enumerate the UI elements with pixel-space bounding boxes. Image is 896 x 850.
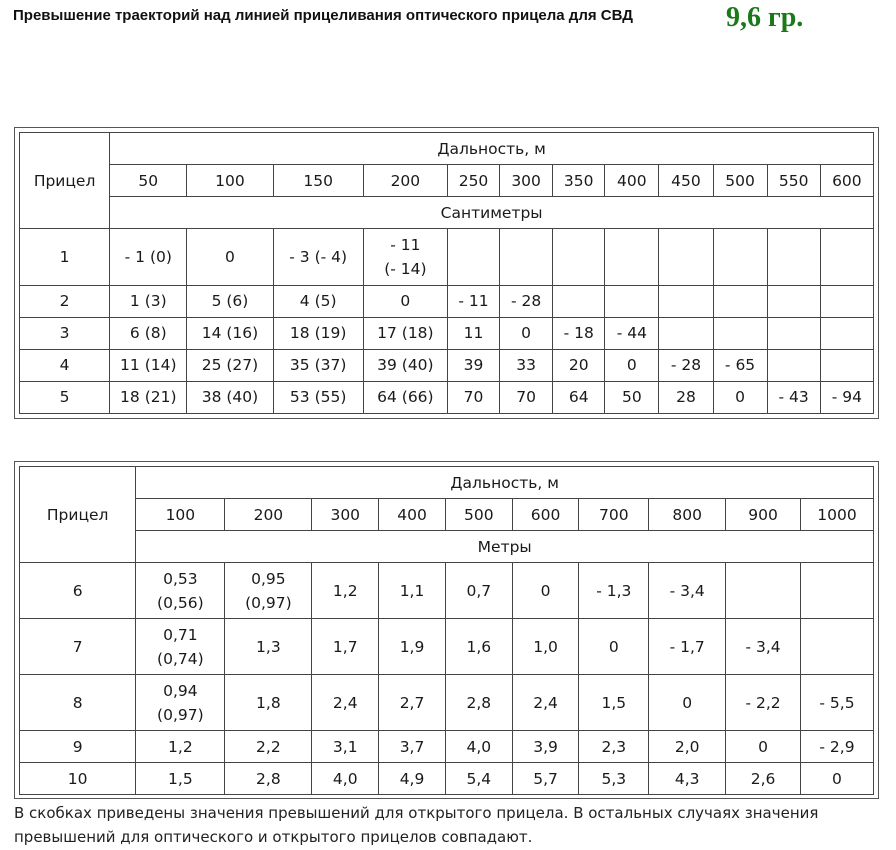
sight-number: 1 [20, 229, 110, 285]
value-cell: 1,7 [312, 619, 379, 675]
value-cell: - 1,7 [649, 619, 726, 675]
value-cell: 39 (40) [363, 349, 447, 381]
distance-cell: 350 [553, 165, 605, 197]
distance-cell: 400 [605, 165, 659, 197]
value-cell [767, 317, 820, 349]
table-row [20, 229, 874, 285]
value-cell: 5,3 [579, 763, 649, 795]
distance-cell: 400 [379, 499, 446, 531]
value-cell: 50 [605, 381, 659, 413]
distance-cell: 550 [767, 165, 820, 197]
value-cell: 20 [553, 349, 605, 381]
value-cell [820, 317, 873, 349]
value-cell [800, 563, 873, 619]
value-cell [500, 229, 553, 285]
value-cell: 0 [579, 619, 649, 675]
distance-cell: 1000 [800, 499, 873, 531]
table-row [20, 619, 874, 675]
table-row [20, 731, 874, 763]
value-cell: 70 [447, 381, 499, 413]
distance-cell: 250 [447, 165, 499, 197]
value-cell: 5 (6) [187, 285, 273, 317]
value-cell [363, 229, 447, 285]
sight-number: 6 [20, 563, 136, 619]
value-cell: 2,2 [225, 731, 312, 763]
value-cell [553, 229, 605, 285]
value-cell: 1,3 [225, 619, 312, 675]
table-row [20, 381, 874, 413]
trajectory-table-m [19, 466, 874, 795]
value-cell [136, 563, 225, 619]
value-cell: 35 (37) [273, 349, 363, 381]
value-cell: 0 [512, 563, 579, 619]
value-cell: 1,5 [136, 763, 225, 795]
header-row [20, 133, 874, 165]
value-cell: - 3 (- 4) [273, 229, 363, 285]
value-cell: 18 (21) [110, 381, 187, 413]
unit-row [20, 197, 874, 229]
value-cell: 0 [800, 763, 873, 795]
value-cell [659, 317, 713, 349]
value-cell [605, 229, 659, 285]
value-cell: 0 [187, 229, 273, 285]
header-row [20, 467, 874, 499]
value-cell: 64 [553, 381, 605, 413]
sight-header: Прицел [20, 467, 136, 563]
value-cell [713, 285, 767, 317]
sight-number: 9 [20, 731, 136, 763]
value-cell: 3,7 [379, 731, 446, 763]
value-cell [136, 619, 225, 675]
value-cell: 5,4 [445, 763, 512, 795]
distance-cell: 300 [312, 499, 379, 531]
distance-cell: 200 [363, 165, 447, 197]
value-cell [713, 317, 767, 349]
distance-cell: 300 [500, 165, 553, 197]
value-cell: 0 [726, 731, 801, 763]
table-row [20, 763, 874, 795]
value-cell: 2,8 [445, 675, 512, 731]
value-cell: - 3,4 [649, 563, 726, 619]
page-title: Превышение траекторий над линией прицеливания оптического прицела для СВД [13, 7, 633, 24]
sight-number: 10 [20, 763, 136, 795]
footnote: В скобках приведены значения превышений для открытого прицела. В остальных случаях значения превышений для оптического и открытого прицелов совпадают. [14, 804, 819, 846]
value-cell [820, 349, 873, 381]
value-cell: 70 [500, 381, 553, 413]
value-cell: 39 [447, 349, 499, 381]
value-line: 0,95 [251, 569, 286, 588]
value-cell: 2,7 [379, 675, 446, 731]
value-cell: 2,0 [649, 731, 726, 763]
value-cell: 4,3 [649, 763, 726, 795]
value-cell [800, 619, 873, 675]
value-line: (- 14) [384, 259, 427, 278]
value-cell: 1,1 [379, 563, 446, 619]
distance-cell: 600 [820, 165, 873, 197]
value-cell: - 18 [553, 317, 605, 349]
sight-number: 4 [20, 349, 110, 381]
distance-cell: 600 [512, 499, 579, 531]
value-cell [767, 285, 820, 317]
unit-row [20, 531, 874, 563]
value-cell: 38 (40) [187, 381, 273, 413]
unit-header: Сантиметры [110, 197, 874, 229]
value-cell: - 65 [713, 349, 767, 381]
value-cell [659, 285, 713, 317]
value-cell: - 44 [605, 317, 659, 349]
value-cell: 3,1 [312, 731, 379, 763]
value-cell: - 28 [500, 285, 553, 317]
value-cell [136, 675, 225, 731]
trajectory-table-cm-frame [14, 127, 879, 419]
sight-number: 2 [20, 285, 110, 317]
value-cell: 1,5 [579, 675, 649, 731]
distance-cell: 150 [273, 165, 363, 197]
value-cell: 1,0 [512, 619, 579, 675]
range-header: Дальность, м [136, 467, 874, 499]
table-row [20, 349, 874, 381]
value-cell: 5,7 [512, 763, 579, 795]
value-cell [659, 229, 713, 285]
sight-number: 3 [20, 317, 110, 349]
sight-number: 5 [20, 381, 110, 413]
value-cell: - 11 [447, 285, 499, 317]
value-cell: 11 [447, 317, 499, 349]
value-line: (0,97) [245, 593, 292, 612]
value-cell: 2,3 [579, 731, 649, 763]
value-cell: 0 [500, 317, 553, 349]
value-cell [225, 563, 312, 619]
value-line: (0,97) [157, 705, 204, 724]
distance-cell: 100 [136, 499, 225, 531]
value-cell: - 5,5 [800, 675, 873, 731]
value-cell: 3,9 [512, 731, 579, 763]
value-cell: 33 [500, 349, 553, 381]
distance-row [20, 499, 874, 531]
value-cell: 1,2 [136, 731, 225, 763]
value-line: 0,53 [163, 569, 198, 588]
trajectory-table-cm [19, 132, 874, 414]
value-cell [767, 229, 820, 285]
value-cell [553, 285, 605, 317]
unit-header: Метры [136, 531, 874, 563]
value-cell: - 2,9 [800, 731, 873, 763]
value-cell: 4,0 [312, 763, 379, 795]
value-cell: 2,8 [225, 763, 312, 795]
trajectory-table-m-frame [14, 461, 879, 799]
value-cell: 0 [649, 675, 726, 731]
distance-cell: 500 [445, 499, 512, 531]
value-cell: 0 [363, 285, 447, 317]
value-cell: - 28 [659, 349, 713, 381]
sight-header: Прицел [20, 133, 110, 229]
sight-number: 7 [20, 619, 136, 675]
value-cell: 18 (19) [273, 317, 363, 349]
value-cell: - 2,2 [726, 675, 801, 731]
value-cell: 0,7 [445, 563, 512, 619]
value-line: (0,56) [157, 593, 204, 612]
distance-cell: 500 [713, 165, 767, 197]
value-cell: 0 [713, 381, 767, 413]
value-cell: - 94 [820, 381, 873, 413]
value-cell: 1 (3) [110, 285, 187, 317]
value-cell [447, 229, 499, 285]
value-cell: 25 (27) [187, 349, 273, 381]
value-cell [726, 563, 801, 619]
value-cell: 4,9 [379, 763, 446, 795]
distance-cell: 50 [110, 165, 187, 197]
value-cell: 1,8 [225, 675, 312, 731]
value-cell: - 3,4 [726, 619, 801, 675]
table-row [20, 563, 874, 619]
value-cell: 64 (66) [363, 381, 447, 413]
value-cell: - 43 [767, 381, 820, 413]
value-line: (0,74) [157, 649, 204, 668]
value-cell: 4,0 [445, 731, 512, 763]
value-cell: 14 (16) [187, 317, 273, 349]
table-row [20, 285, 874, 317]
distance-cell: 450 [659, 165, 713, 197]
value-cell: 1,2 [312, 563, 379, 619]
value-cell [767, 349, 820, 381]
value-line: 0,71 [163, 625, 198, 644]
distance-cell: 200 [225, 499, 312, 531]
value-cell [605, 285, 659, 317]
value-cell: 1,6 [445, 619, 512, 675]
table-row [20, 675, 874, 731]
value-cell: - 1,3 [579, 563, 649, 619]
sight-number: 8 [20, 675, 136, 731]
table-row [20, 317, 874, 349]
value-cell: 2,6 [726, 763, 801, 795]
distance-cell: 800 [649, 499, 726, 531]
value-cell: - 1 (0) [110, 229, 187, 285]
value-cell: 17 (18) [363, 317, 447, 349]
value-cell: 11 (14) [110, 349, 187, 381]
value-cell: 2,4 [312, 675, 379, 731]
value-cell: 1,9 [379, 619, 446, 675]
value-cell: 28 [659, 381, 713, 413]
value-line: 0,94 [163, 681, 198, 700]
value-line: - 11 [390, 235, 421, 254]
value-cell [820, 229, 873, 285]
distance-row [20, 165, 874, 197]
distance-cell: 900 [726, 499, 801, 531]
range-header: Дальность, м [110, 133, 874, 165]
value-cell [713, 229, 767, 285]
distance-cell: 700 [579, 499, 649, 531]
distance-cell: 100 [187, 165, 273, 197]
value-cell: 0 [605, 349, 659, 381]
value-cell: 6 (8) [110, 317, 187, 349]
bullet-weight-label: 9,6 гр. [726, 2, 804, 33]
value-cell: 2,4 [512, 675, 579, 731]
value-cell [820, 285, 873, 317]
value-cell: 4 (5) [273, 285, 363, 317]
value-cell: 53 (55) [273, 381, 363, 413]
